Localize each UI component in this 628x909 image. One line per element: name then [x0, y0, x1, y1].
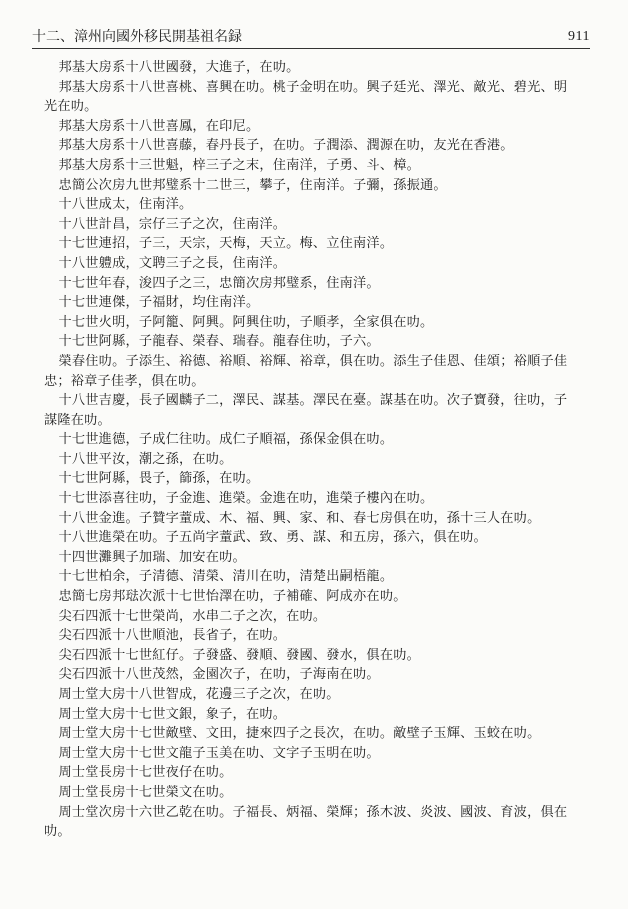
- entry-paragraph: 榮春住叻。子添生、裕德、裕順、裕輝、裕章，俱在叻。添生子佳恩、佳頌；裕順子佳忠；裕章子佳孝，俱在叻。: [44, 353, 568, 389]
- entry-paragraph: 尖石四派十七世榮尚，水串二子之次，在叻。: [58, 608, 327, 624]
- entry-paragraph: 尖石四派十八世順池，長省子，在叻。: [58, 628, 287, 644]
- entry-paragraph: 十四世灘興子加瑞、加安在叻。: [58, 549, 246, 565]
- entry-paragraph: 十七世柏余，子清德、清榮、清川在叻，清楚出嗣梧龍。: [58, 569, 394, 585]
- entry-paragraph: 周士堂大房十七世敵壁、文田，捷來四子之長次，在叻。敵壁子玉輝、玉蛟在叻。: [58, 726, 541, 742]
- entry-paragraph: 邦基大房系十三世魁，梓三子之末，住南洋，子勇、斗、樟。: [58, 157, 420, 173]
- entry-paragraph: 十八世進榮在叻。子五尚字蕫武、致、勇、謀、和五房，孫六，俱在叻。: [58, 530, 487, 546]
- entry-paragraph: 十七世阿縣，畏子，篩孫，在叻。: [58, 471, 260, 487]
- entry-paragraph: 周士堂大房十八世智成，花邊三子之次，在叻。: [58, 687, 340, 702]
- entry-paragraph: 十八世成太，住南洋。: [58, 197, 193, 213]
- entry-paragraph: 周士堂長房十七世榮文在叻。: [58, 784, 233, 800]
- entry-paragraph: 十七世年春，浚四子之三，忠簡次房邦璧系，住南洋。: [58, 275, 380, 291]
- entry-paragraph: 十七世連傑，子福財，均住南洋。: [58, 295, 260, 311]
- entry-paragraph: 周士堂大房十七世文銀，象子，在叻。: [58, 706, 287, 722]
- entry-paragraph: 十七世阿縣，子龍春、榮春、瑞春。龍春住叻，子六。: [58, 334, 380, 350]
- header-rule: [32, 48, 590, 49]
- entry-paragraph: 十八世金進。子贊字蕫成、木、福、興、家、和、春七房俱在叻，孫十三人在叻。: [58, 510, 541, 526]
- entry-paragraph: 十八世平汝，潮之孫，在叻。: [58, 451, 233, 467]
- entry-paragraph: 十七世進德，子成仁往叻。成仁子順福，孫保金俱在叻。: [58, 432, 394, 448]
- entry-paragraph: 十八世吉慶，長子國麟子二，澤民、謀基。澤民在臺。謀基在叻。次子寶發，往叻，子謀隆在叻。: [44, 393, 568, 428]
- entry-paragraph: 十八世計昌，宗仔三子之次，住南洋。: [58, 216, 287, 232]
- entry-paragraph: 十七世火明，子阿籠、阿興。阿興住叻，子順孝，全家俱在叻。: [58, 314, 434, 330]
- entry-paragraph: 邦基大房系十八世國發，大進子，在叻。: [58, 60, 300, 75]
- entry-paragraph: 尖石四派十七世紅仔。子發盛、發順、發國、發水，俱在叻。: [58, 647, 420, 663]
- entry-paragraph: 尖石四派十八世茂然，金園次子，在叻，子海南在叻。: [58, 667, 380, 683]
- entry-paragraph: 周士堂長房十七世夜仔在叻。: [58, 765, 233, 781]
- running-header: [32, 22, 590, 44]
- chapter-title: 十二、漳州向國外移民開基祖名録: [32, 29, 242, 45]
- entry-paragraph: 邦基大房系十八世喜鳳，在印尼。: [58, 118, 260, 134]
- document-body: [44, 58, 572, 842]
- entry-paragraph: 忠簡七房邦琺次派十七世怡澤在叻，子補確、阿成亦在叻。: [58, 589, 407, 605]
- entry-paragraph: 周士堂大房十七世文龍子玉美在叻、文字子玉明在叻。: [58, 745, 380, 761]
- entry-paragraph: 周士堂次房十六世乙乾在叻。子福長、炳福、榮輝；孫木波、炎波、國波、育波，俱在叻。: [44, 804, 568, 840]
- entry-paragraph: 忠簡公次房九世邦璧系十二世三，攀子，住南洋。子彌，孫振通。: [58, 177, 447, 193]
- entry-paragraph: 十七世添喜往叻，子金進、進榮。金進在叻，進榮子樓內在叻。: [58, 491, 434, 507]
- page-number: 911: [568, 29, 590, 44]
- entry-paragraph: 十七世連招，子三，天宗，天梅，天立。梅、立住南洋。: [58, 236, 394, 252]
- entry-paragraph: 邦基大房系十八世喜桃、喜興在叻。桃子金明在叻。興子廷光、澤光、敵光、碧光、明光在叻。: [44, 79, 568, 115]
- entry-paragraph: 十八世軆成，文聘三子之長，住南洋。: [58, 255, 287, 271]
- entry-paragraph: 邦基大房系十八世喜藤，春丹長子，在叻。子潤添、潤源在叻，友光在香港。: [58, 138, 514, 154]
